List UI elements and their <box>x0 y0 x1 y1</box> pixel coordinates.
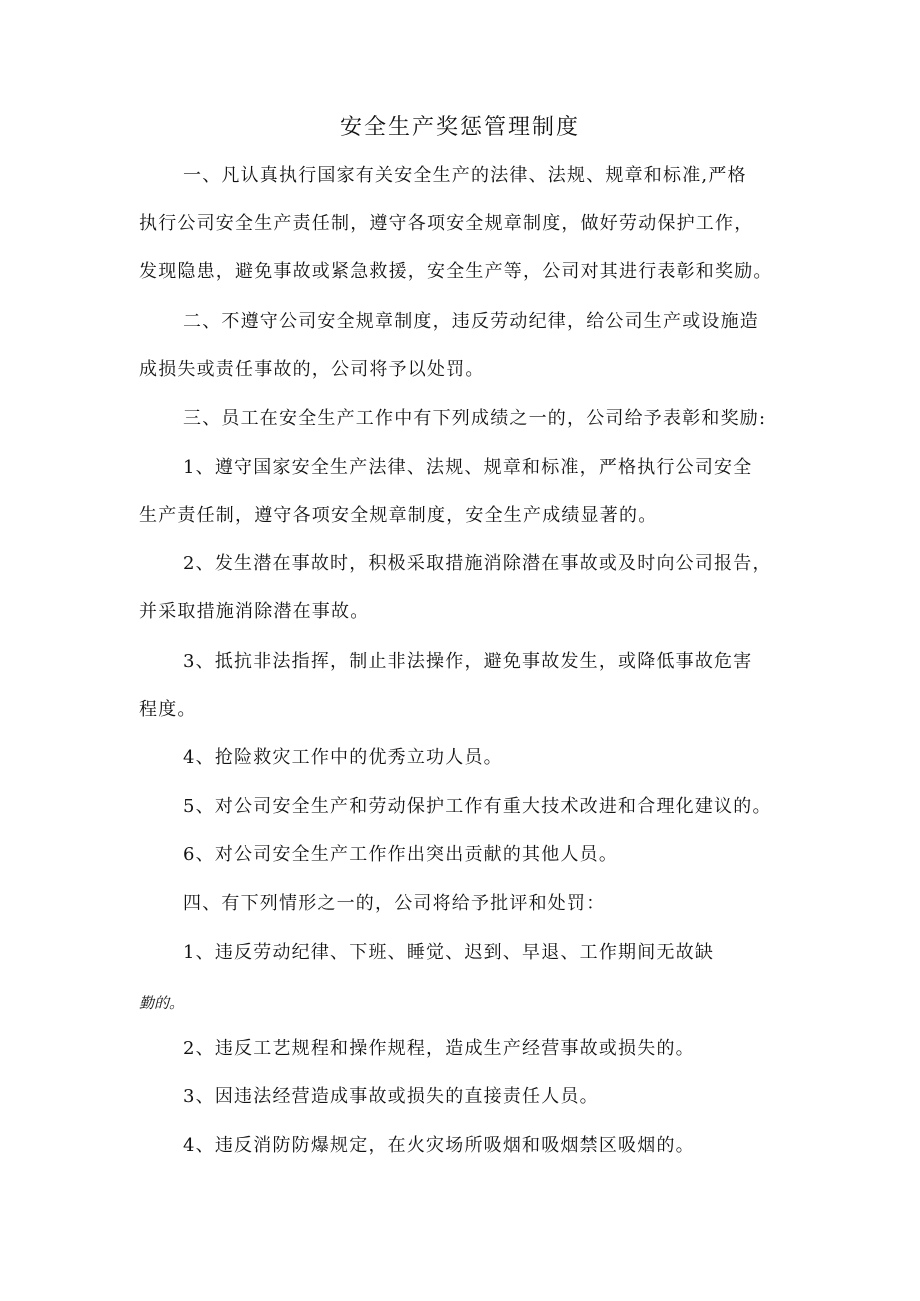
item-4-4: 4、违反消防防爆规定，在火灾场所吸烟和吸烟禁区吸烟的。 <box>183 1135 695 1156</box>
item-3-2-line-2: 并采取措施消除潜在事故。 <box>139 601 370 622</box>
item-3-5: 5、对公司安全生产和劳动保护工作有重大技术改进和合理化建议的。 <box>183 796 772 817</box>
item-4-2: 2、违反工艺规程和操作规程，造成生产经营事故或损失的。 <box>183 1038 695 1059</box>
item-3-3-line-1: 3、抵抗非法指挥，制止非法操作，避免事故发生，或降低事故危害 <box>183 651 753 672</box>
paragraph-4-line-1: 四、有下列情形之一的，公司将给予批评和处罚： <box>183 893 606 914</box>
item-4-1-line-1: 1、违反劳动纪律、下班、睡觉、迟到、早退、工作期间无故缺 <box>183 942 715 963</box>
paragraph-1-line-1: 一、凡认真执行国家有关安全生产的法律、法规、规章和标准,严格 <box>183 165 747 186</box>
item-3-6: 6、对公司安全生产工作作出突出贡献的其他人员。 <box>183 844 619 865</box>
item-3-1-line-2: 生产责任制，遵守各项安全规章制度，安全生产成绩显著的。 <box>139 505 658 526</box>
paragraph-1-line-3: 发现隐患，避免事故或紧急救援，安全生产等，公司对其进行表彰和奖励。 <box>139 261 773 282</box>
item-3-2-line-1: 2、发生潜在事故时，积极采取措施消除潜在事故或及时向公司报告， <box>183 553 772 574</box>
item-4-3: 3、因违法经营造成事故或损失的直接责任人员。 <box>183 1086 599 1107</box>
document-title: 安全生产奖惩管理制度 <box>339 115 580 140</box>
paragraph-1-line-2: 执行公司安全生产责任制，遵守各项安全规章制度，做好劳动保护工作， <box>139 213 754 234</box>
item-3-4: 4、抢险救灾工作中的优秀立功人员。 <box>183 747 503 768</box>
paragraph-2-line-2: 成损失或责任事故的，公司将予以处罚。 <box>139 359 485 380</box>
paragraph-3-line-1: 三、员工在安全生产工作中有下列成绩之一的，公司给予表彰和奖励: <box>183 408 767 429</box>
item-3-3-line-2: 程度。 <box>139 699 197 720</box>
item-3-1-line-1: 1、遵守国家安全生产法律、法规、规章和标准，严格执行公司安全 <box>183 457 753 478</box>
item-4-1-line-2: 勤的。 <box>139 994 185 1012</box>
paragraph-2-line-1: 二、不遵守公司安全规章制度，违反劳动纪律，给公司生产或设施造 <box>183 311 759 332</box>
